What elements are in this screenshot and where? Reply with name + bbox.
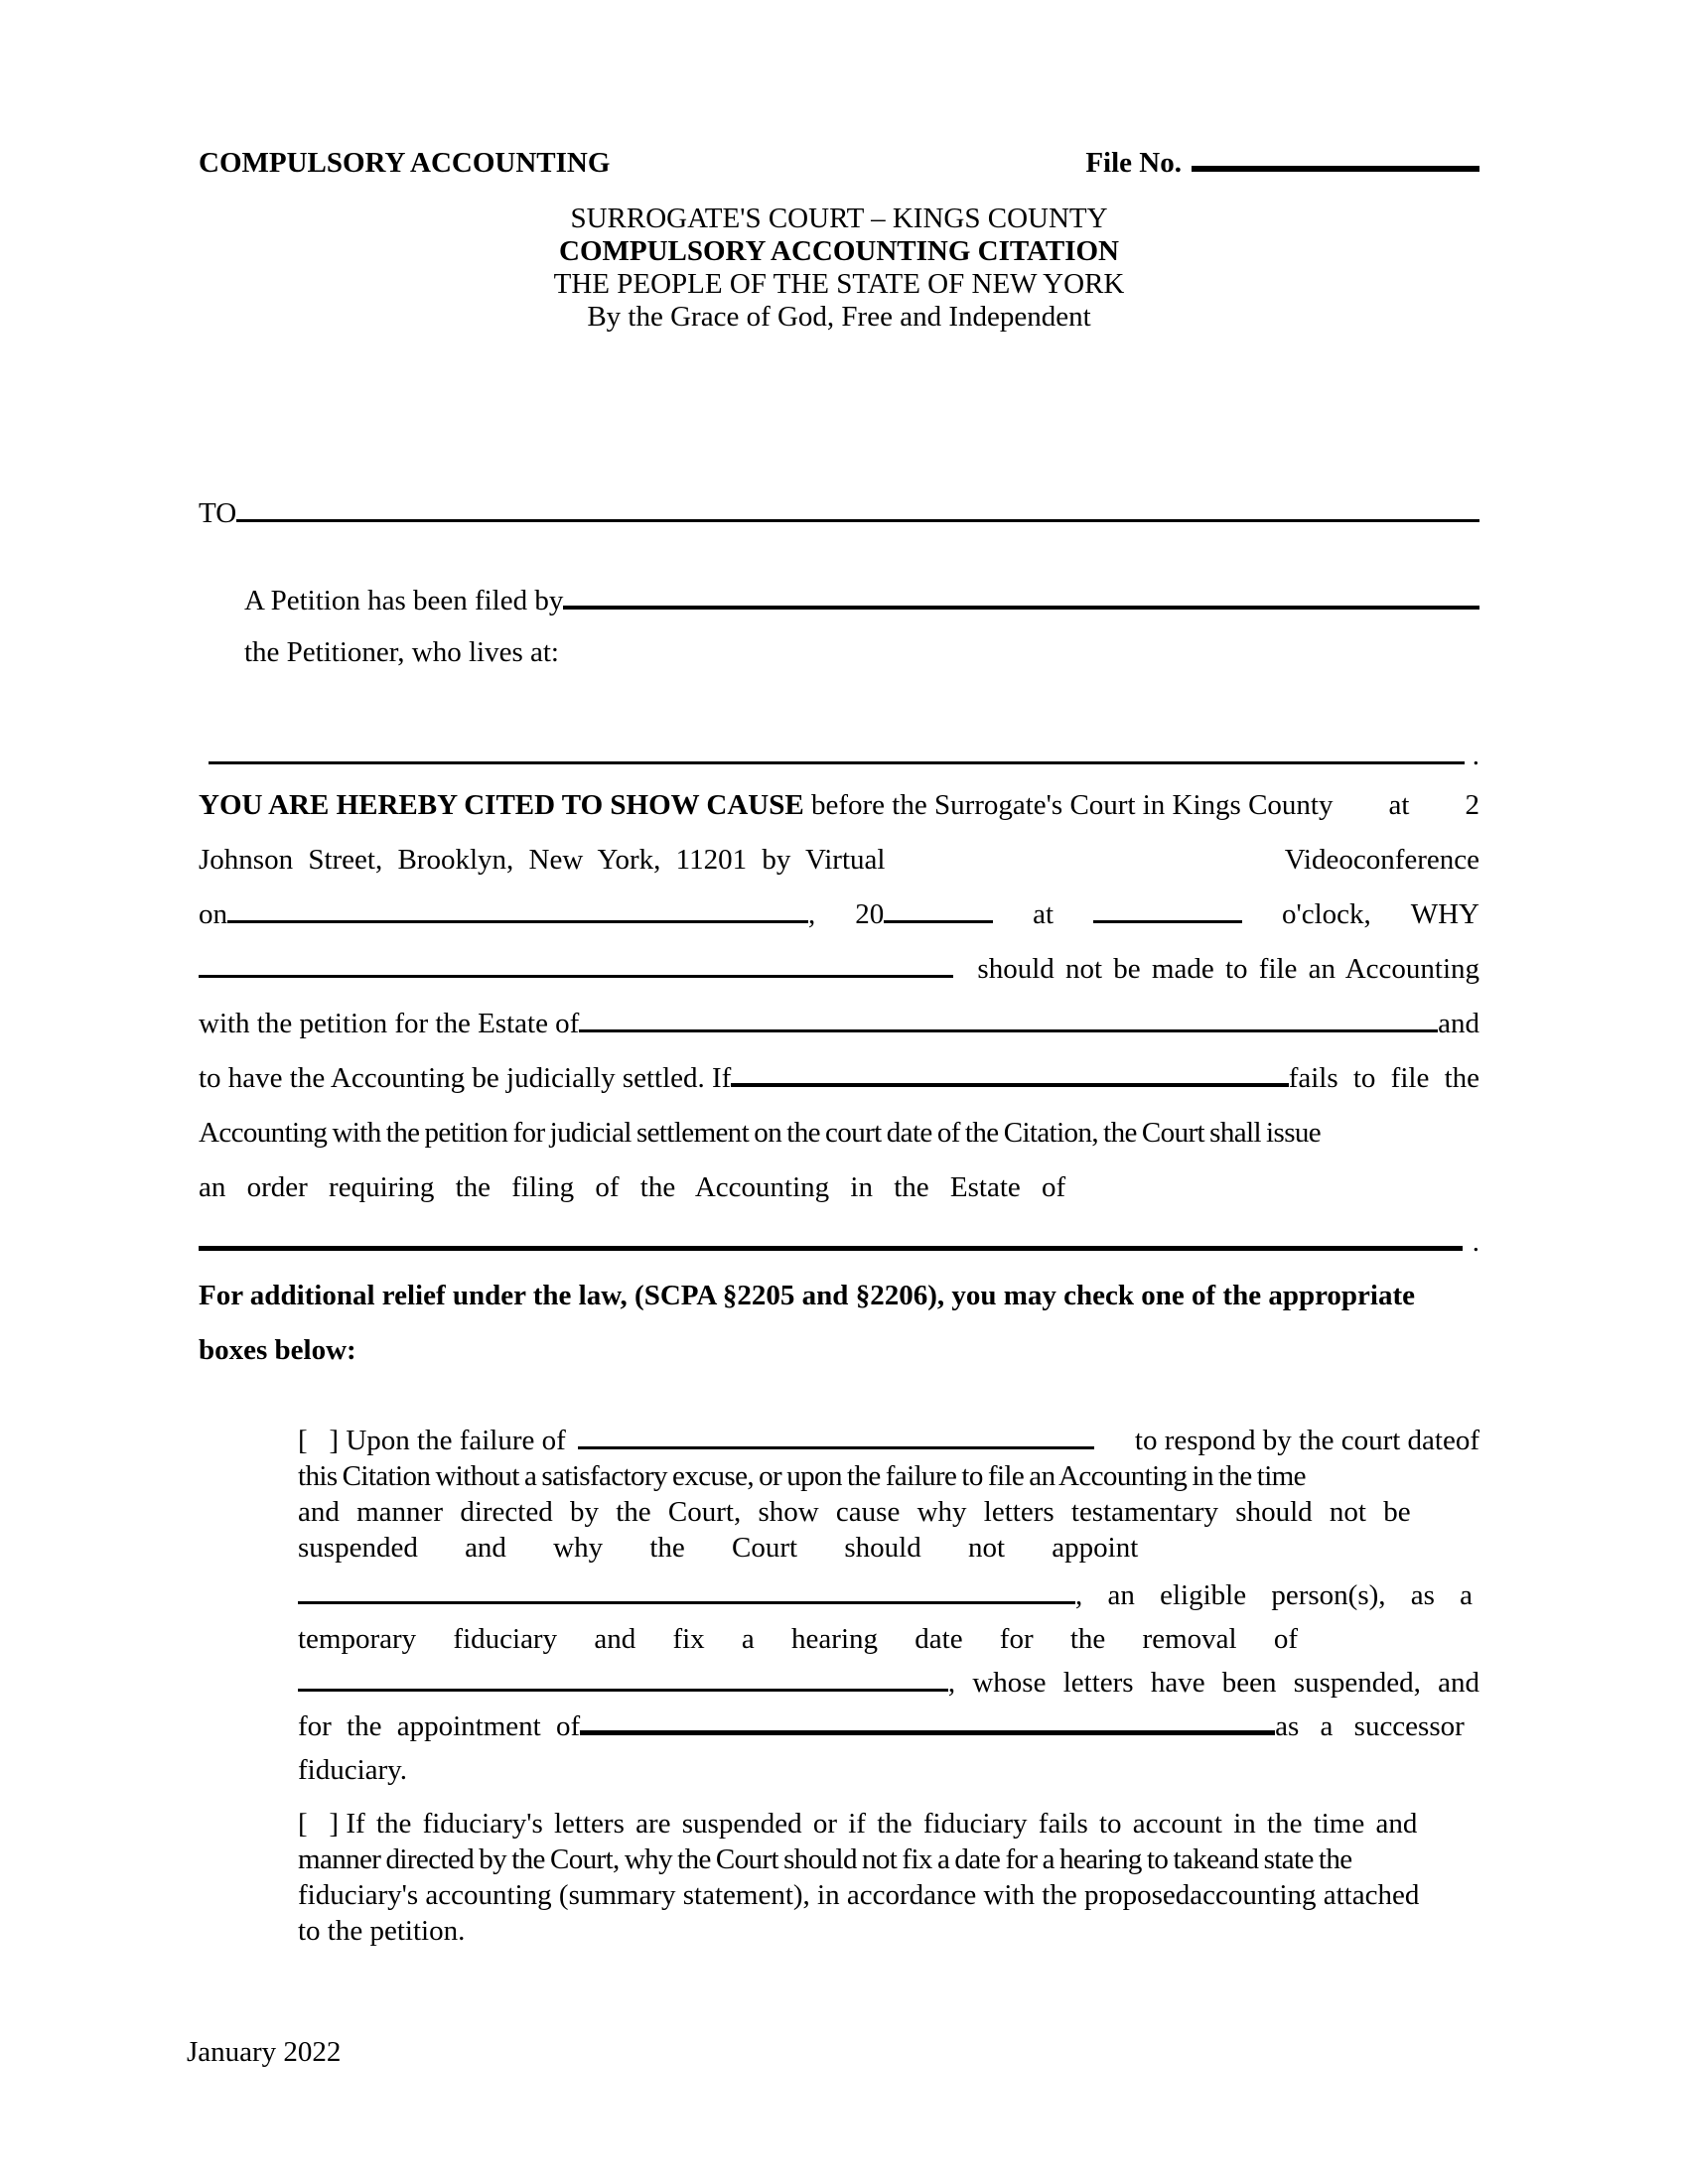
respondent-name-blank[interactable] — [199, 973, 953, 978]
removal-name-blank[interactable] — [298, 1687, 948, 1692]
address-period: . — [1472, 740, 1479, 771]
cite-show-cause-bold: YOU ARE HEREBY CITED TO SHOW CAUSE — [199, 789, 804, 821]
box1-respond-text: to respond by the court dateof — [1134, 1425, 1479, 1456]
petitioner-address-blank[interactable] — [209, 759, 1465, 764]
box1-upon-failure-text: Upon the failure of — [346, 1425, 566, 1456]
box1-name-blank[interactable] — [578, 1444, 1094, 1449]
box1-line-3 — [298, 1496, 1479, 1532]
file-no-label: File No. — [1085, 147, 1182, 179]
cite-line-1 — [199, 789, 1479, 844]
box2-line-3 — [298, 1879, 1479, 1915]
to-blank[interactable] — [236, 517, 1479, 522]
cite-settled-if-label: to have the Accounting be judicially settled. If — [199, 1062, 732, 1094]
cite-oclock-label: o'clock, — [1282, 898, 1371, 930]
estate-line-row — [199, 1226, 1479, 1268]
cite-at-word: at — [1388, 789, 1410, 821]
box1-line-6 — [298, 1623, 1479, 1667]
box2-spacer — [339, 1808, 346, 1841]
cite-line-2 — [199, 844, 1479, 898]
petitioner-name-blank[interactable] — [563, 604, 1479, 610]
eligible-person-blank[interactable] — [298, 1599, 1075, 1604]
relief-line-1 — [199, 1280, 1479, 1334]
cite-line-3 — [199, 898, 1479, 953]
box2-line-1 — [298, 1808, 1479, 1843]
checkbox-paragraph-1 — [199, 1425, 1479, 1790]
estate-name-blank[interactable] — [579, 1027, 1438, 1032]
caption-block — [199, 203, 1479, 334]
cite-and-word: and — [1438, 1008, 1479, 1039]
year-blank[interactable] — [884, 918, 993, 923]
petition-row — [199, 585, 1479, 624]
cite-line-7 — [199, 1117, 1479, 1171]
court-date-blank[interactable] — [227, 918, 808, 923]
cite-show-cause — [199, 789, 1334, 822]
petitioner-lives-at-label: the Petitioner, who lives at: — [244, 636, 559, 668]
checkbox-1[interactable]: [ ] — [298, 1425, 340, 1456]
cite-line-6 — [199, 1062, 1479, 1117]
box1-appointment-label: for the appointment of — [298, 1710, 581, 1742]
cite-why-word: WHY — [1410, 898, 1479, 930]
cite-videoconference: Videoconference — [1284, 844, 1479, 876]
box1-citation-text: this Citation without a satisfactory excuse, or upon the failure to file an Accounting in the time — [298, 1460, 1306, 1492]
cite-street-address: Johnson Street, Brooklyn, New York, 11201 by Virtual — [199, 844, 886, 876]
revision-date: January 2022 — [187, 2036, 342, 2068]
box1-line-2 — [298, 1460, 1479, 1496]
time-blank[interactable] — [1093, 918, 1242, 923]
court-name: SURROGATE'S COURT – KINGS COUNTY — [570, 203, 1108, 234]
relief-text-2: boxes below: — [199, 1334, 356, 1366]
box1-line-8 — [298, 1710, 1479, 1754]
people-line: THE PEOPLE OF THE STATE OF NEW YORK — [553, 268, 1125, 300]
grace-line: By the Grace of God, Free and Independent — [587, 301, 1091, 333]
box1-manner-text: and manner directed by the Court, show cause why letters testamentary should not be — [298, 1496, 1411, 1528]
box2-accounting-text: fiduciary's accounting (summary statement), in accordance with the proposedaccounting attached — [298, 1879, 1420, 1911]
box2-line-4 — [298, 1915, 1479, 1951]
cite-judicial-settlement-text: Accounting with the petition for judicial settlement on the court date of the Citation, the Court shall issue — [199, 1117, 1322, 1149]
checkbox-2[interactable]: [ ] — [298, 1808, 340, 1840]
cite-estate-of-label: with the petition for the Estate of — [199, 1008, 580, 1039]
box2-manner-text: manner directed by the Court, why the Court should not fix a date for a hearing to takeand state the — [298, 1843, 1352, 1875]
form-title: COMPULSORY ACCOUNTING — [199, 147, 611, 179]
cite-line-8 — [199, 1171, 1479, 1226]
box1-left-group — [298, 1425, 1094, 1457]
cite-line-5 — [199, 1008, 1479, 1062]
cite-on-label: on — [199, 898, 227, 930]
successor-name-blank[interactable] — [580, 1728, 1275, 1735]
address-line-row — [199, 740, 1479, 779]
cite-year-group — [855, 898, 993, 931]
box1-line-1 — [298, 1425, 1479, 1460]
cite-should-not-text: should not be made to file an Accounting — [977, 953, 1479, 985]
cite-order-requiring-text: an order requiring the filing of the Accounting in the Estate of — [199, 1171, 1066, 1203]
estate-line-period: . — [1472, 1226, 1479, 1258]
box1-line-7 — [298, 1667, 1479, 1710]
cite-at-time-label: at — [1033, 898, 1055, 930]
to-row — [199, 497, 1479, 537]
cite-line-4 — [199, 953, 1479, 1008]
box2-line-2 — [298, 1843, 1479, 1879]
cite-fails-to-file-text: fails to file the — [1288, 1062, 1479, 1094]
cite-date-group — [199, 898, 815, 931]
cite-show-cause-rest: before the Surrogate's Court in Kings County — [810, 789, 1334, 821]
box1-upon-failure-label — [339, 1425, 346, 1457]
relief-line-2 — [199, 1334, 1479, 1389]
citation-title: COMPULSORY ACCOUNTING CITATION — [559, 235, 1119, 267]
file-no-blank[interactable] — [1192, 164, 1479, 172]
fiduciary-name-blank[interactable] — [731, 1081, 1288, 1087]
file-no-group — [1085, 147, 1479, 180]
box2-letters-suspended-text: If the fiduciary's letters are suspended or if the fiduciary fails to account in the time and — [346, 1808, 1418, 1840]
petition-filed-by-label: A Petition has been filed by — [244, 585, 564, 616]
box1-temporary-fiduciary-text: temporary fiduciary and fix a hearing date for the removal of — [298, 1623, 1298, 1655]
petitioner-row — [199, 636, 1479, 676]
box1-line-4 — [298, 1532, 1479, 1568]
cite-address-number: 2 — [1465, 789, 1479, 821]
checkbox-paragraph-2 — [199, 1808, 1479, 1951]
box1-suspended-text: suspended and why the Court should not appoint — [298, 1532, 1139, 1564]
box2-petition-text: to the petition. — [298, 1915, 466, 1947]
box1-line-5 — [298, 1579, 1479, 1623]
footer-row — [187, 2036, 1479, 2076]
relief-text-1: For additional relief under the law, (SCPA §2205 and §2206), you may check one of the appropriate — [199, 1280, 1416, 1311]
to-label: TO — [199, 497, 237, 529]
box1-successor-text: as a successor — [1275, 1710, 1465, 1742]
box1-fiduciary-text: fiduciary. — [298, 1754, 408, 1786]
estate-name-blank-2[interactable] — [199, 1244, 1463, 1251]
box1-line-9 — [298, 1754, 1479, 1790]
cite-year-prefix: 20 — [855, 898, 885, 930]
header-row — [199, 147, 1479, 187]
box1-eligible-person-text: , an eligible person(s), as a — [1075, 1579, 1474, 1611]
box1-letters-suspended-text: , whose letters have been suspended, and — [947, 1667, 1479, 1699]
cite-comma: , — [808, 898, 816, 930]
